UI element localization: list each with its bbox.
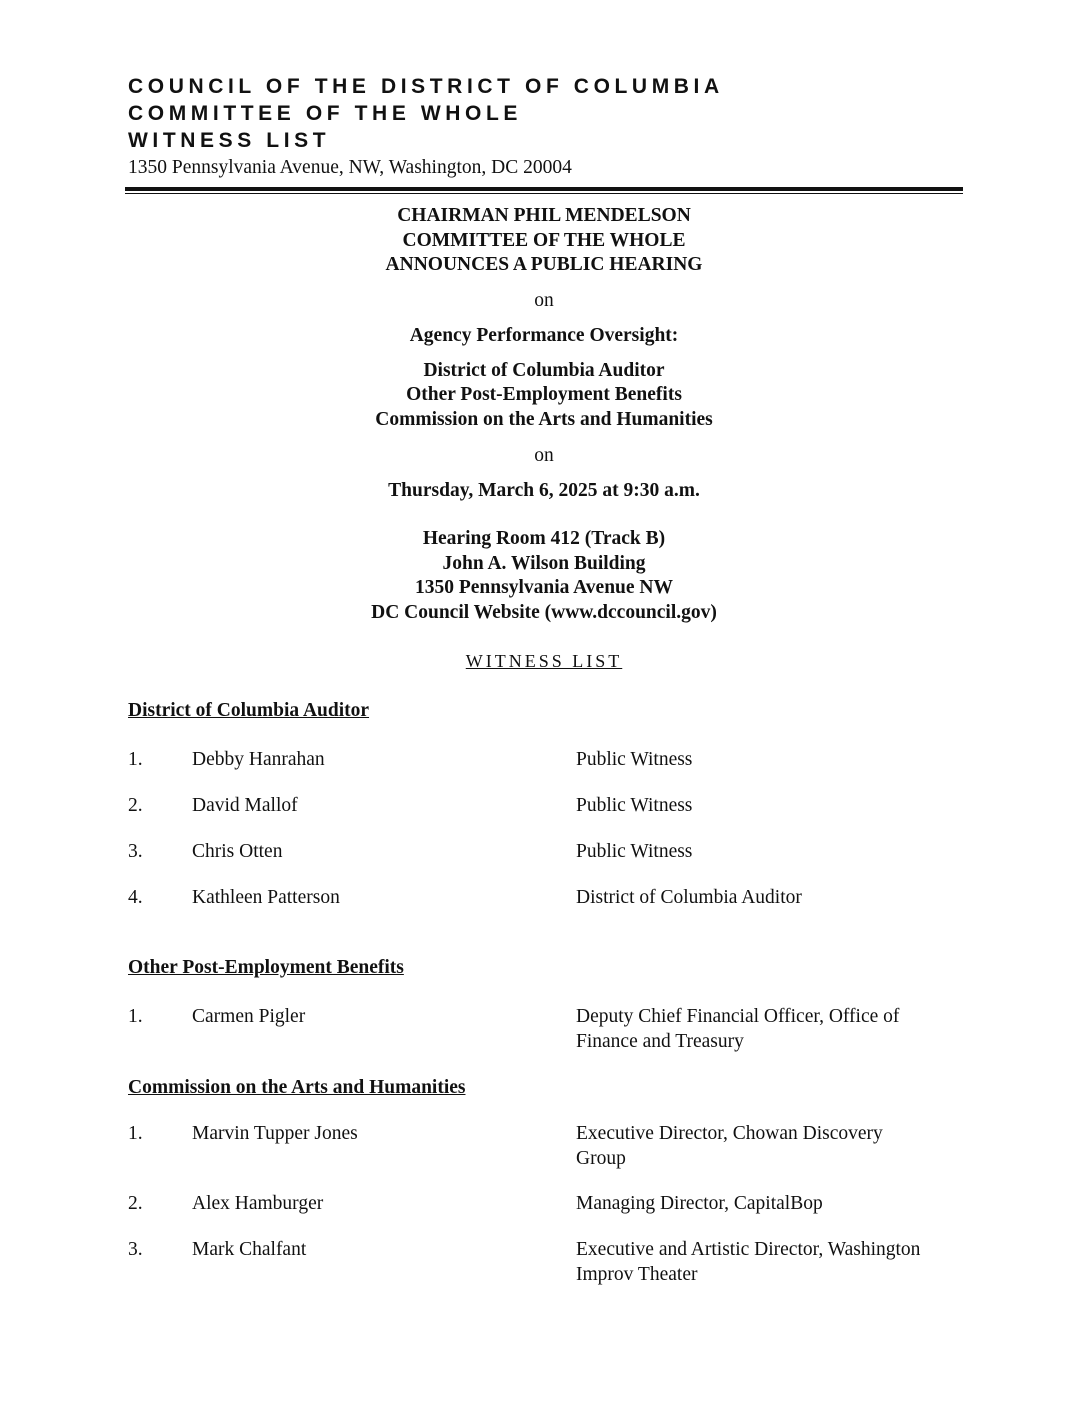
hearing-location: John A. Wilson Building [442,553,646,574]
header-rule-thin [125,193,963,194]
witness-name: Debby Hanrahan [192,749,325,770]
hearing-location: Hearing Room 412 (Track B) [422,528,666,549]
witness-title: Group [576,1147,626,1169]
header-rule-thick [125,187,963,191]
witness-number: 4. [128,887,143,908]
section-heading: District of Columbia Auditor [128,700,370,721]
witness-title: Improv Theater [576,1263,698,1285]
announcement-on: on [534,445,554,466]
hearing-website: DC Council Website (www.dccouncil.gov) [371,602,717,623]
section-heading: Commission on the Arts and Humanities [128,1077,466,1098]
announcement-hearing: ANNOUNCES A PUBLIC HEARING [385,254,703,275]
witness-title: Executive Director, Chowan Discovery [576,1123,883,1144]
witness-number: 2. [128,1193,143,1214]
witness-title: Managing Director, CapitalBop [576,1193,823,1214]
hearing-location: 1350 Pennsylvania Avenue NW [414,577,674,598]
witness-name: Chris Otten [192,841,283,862]
witness-name: Carmen Pigler [192,1006,306,1027]
witness-name: Kathleen Patterson [192,887,340,908]
witness-title: Public Witness [576,749,693,770]
announcement-chairman: CHAIRMAN PHIL MENDELSON [397,205,691,226]
letterhead-witness-list: WITNESS LIST [128,129,331,152]
hearing-agency: Commission on the Arts and Humanities [375,409,713,430]
witness-title: Executive and Artistic Director, Washington [576,1239,921,1260]
announcement-committee: COMMITTEE OF THE WHOLE [402,230,686,251]
letterhead-council: COUNCIL OF THE DISTRICT OF COLUMBIA [128,75,724,98]
witness-title: Public Witness [576,841,693,862]
witness-list-heading [125,649,963,675]
witness-title: Finance and Treasury [576,1030,744,1052]
witness-name: Marvin Tupper Jones [192,1123,358,1144]
hearing-agency: Other Post-Employment Benefits [406,384,682,405]
hearing-agency: District of Columbia Auditor [423,360,665,381]
witness-title: Deputy Chief Financial Officer, Office of [576,1006,900,1027]
section-heading: Other Post-Employment Benefits [128,957,404,978]
letterhead-committee: COMMITTEE OF THE WHOLE [128,102,523,125]
witness-number: 2. [128,795,143,816]
witness-number: 1. [128,749,143,770]
witness-number: 3. [128,841,143,862]
witness-list-title: WITNESS LIST [465,651,623,671]
letterhead-address: 1350 Pennsylvania Avenue, NW, Washington, DC 20004 [128,157,572,178]
witness-name: Alex Hamburger [192,1193,324,1214]
hearing-date: Thursday, March 6, 2025 at 9:30 a.m. [388,480,700,501]
hearing-topic: Agency Performance Oversight: [409,325,679,346]
witness-title: District of Columbia Auditor [576,887,802,908]
witness-name: David Mallof [192,795,298,816]
announcement-on: on [534,290,554,311]
witness-name: Mark Chalfant [192,1239,307,1260]
witness-number: 1. [128,1006,143,1027]
witness-number: 1. [128,1123,143,1144]
witness-number: 3. [128,1239,143,1260]
witness-title: Public Witness [576,795,693,816]
